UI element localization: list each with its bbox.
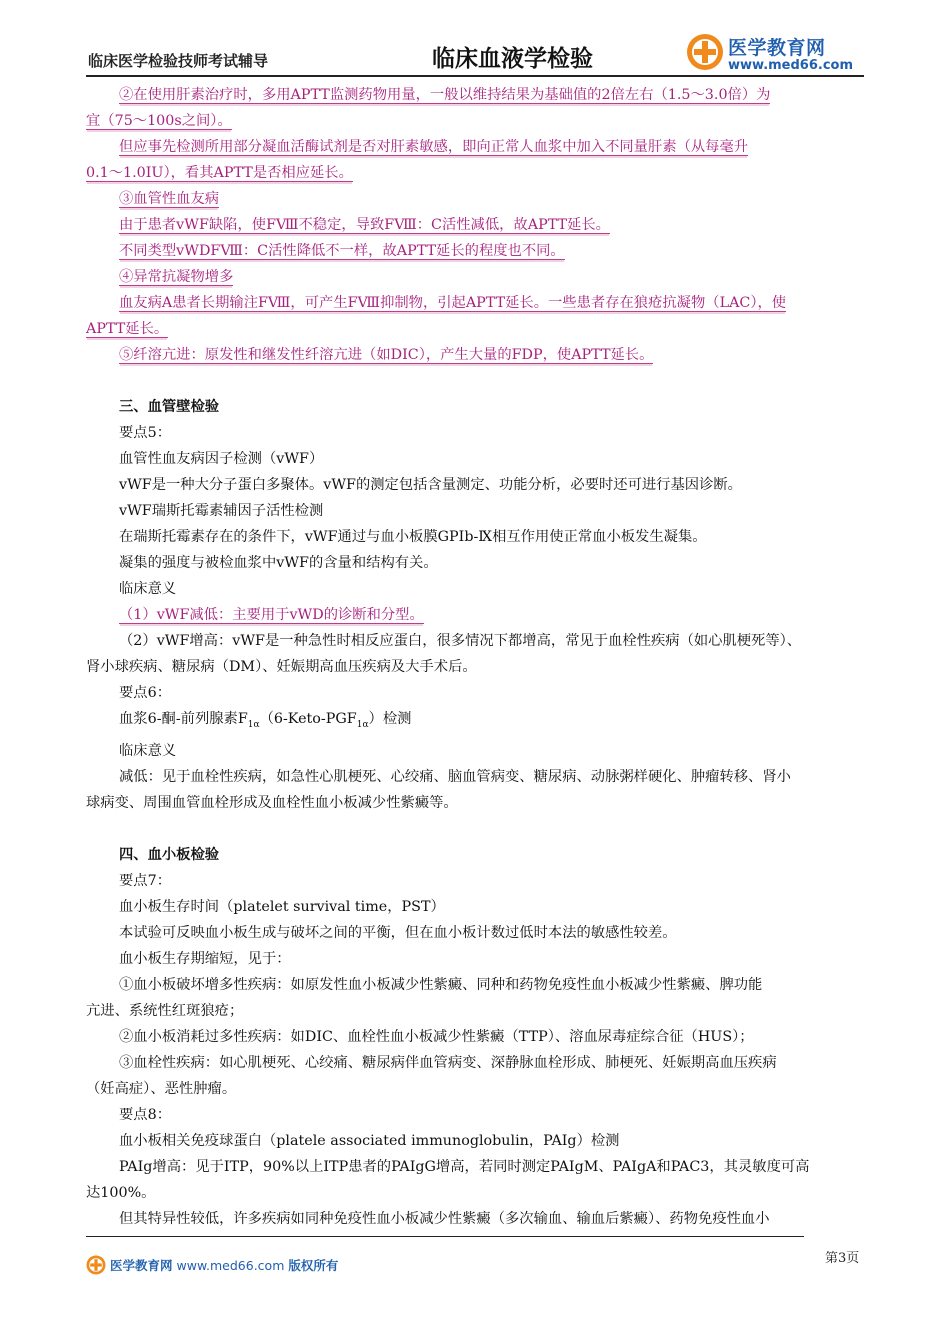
page-header [0,0,950,80]
paragraph-line: 宜（75～100s之间）。 [86,113,232,129]
header-divider [86,75,864,77]
paragraph-line: 肾小球疾病、糖尿病（DM）、妊娠期高血压疾病及大手术后。 [86,659,477,675]
paragraph-line: 但应事先检测所用部分凝血活酶试剂是否对肝素敏感，即向正常人血浆中加入不同量肝素（从每毫升 [119,139,749,155]
paragraph-line: 本试验可反映血小板生成与破坏之间的平衡，但在血小板计数过低时本法的敏感性较差。 [119,924,677,941]
header-course-title: 临床医学检验技师考试辅导 [88,52,269,70]
footer-url[interactable]: www.med66.com [176,1258,285,1273]
paragraph-line: 临床意义 [119,581,177,597]
paragraph-line: vWF瑞斯托霉素辅因子活性检测 [119,503,324,519]
paragraph-line: 球病变、周围血管血栓形成及血栓性血小板减少性紫癜等。 [86,794,458,811]
paragraph-line: ②在使用肝素治疗时，多用APTT监测药物用量，一般以维持结果为基础值的2倍左右（1.5～3.0倍）为 [119,87,771,103]
subheading-line: ③血管性血友病 [119,191,220,207]
key-point-label: 要点6： [119,685,171,701]
paragraph-line: 0.1～1.0IU），看其APTT是否相应延长。 [86,165,353,181]
med66-logo-icon [686,33,724,71]
footer-rights: 版权所有 [288,1258,339,1273]
paragraph-line: 临床意义 [119,742,177,759]
paragraph-line: （1）vWF减低：主要用于vWD的诊断和分型。 [119,607,424,623]
footer-divider [86,1236,804,1237]
paragraph-line: （妊高症）、恶性肿瘤。 [86,1080,237,1097]
header-chapter-title: 临床血液学检验 [432,46,593,72]
subheading-line: ④异常抗凝物增多 [119,269,234,285]
section-heading-vascular: 三、血管壁检验 [119,399,220,415]
paragraph-line: （2）vWF增高：vWF是一种急性时相反应蛋白，很多情况下都增高，常见于血栓性疾病（如心肌梗死等）、 [119,633,802,649]
paragraph-line: 亢进、系统性红斑狼疮； [86,1002,244,1019]
paragraph-line: 血小板生存时间（platelet survival time，PST） [119,898,445,915]
paragraph-line: ⑤纤溶亢进：原发性和继发性纤溶亢进（如DIC），产生大量的FDP，使APTT延长。 [119,347,654,363]
section-heading-platelet: 四、血小板检验 [119,846,220,863]
paragraph-line: 达100%。 [86,1184,156,1201]
footer-copyright [110,1256,338,1274]
document-body [86,82,866,1232]
paragraph-line: 但其特异性较低，许多疾病如同种免疫性血小板减少性紫癜（多次输血、输血后紫癜）、药物免疫性血小 [119,1210,770,1227]
paragraph-line: 在瑞斯托霉素存在的条件下，vWF通过与血小板膜GPⅠb-Ⅸ相互作用使正常血小板发生凝集。 [119,529,707,545]
paragraph-line: ③血栓性疾病：如心肌梗死、心绞痛、糖尿病伴血管病变、深静脉血栓形成、肺梗死、妊娠期高血压疾病 [119,1054,777,1071]
key-point-label: 要点5： [119,425,171,441]
paragraph-line: 血管性血友病因子检测（vWF） [119,451,324,467]
footer-site-name: 医学教育网 [110,1258,173,1273]
site-logo[interactable] [686,31,866,77]
paragraph-line: 凝集的强度与被检血浆中vWF的含量和结构有关。 [119,555,438,571]
paragraph-line: ②血小板消耗过多性疾病：如DIC、血栓性血小板减少性紫癜（TTP）、溶血尿毒症综合征（HUS）； [119,1028,754,1045]
logo-site-url: www.med66.com [728,58,854,73]
paragraph-line: PAIg增高：见于ITP，90%以上ITP患者的PAIgG增高，若同时测定PAIgM、PAIgA和PAC3，其灵敏度可高 [119,1158,810,1175]
med66-logo-icon [86,1255,106,1275]
paragraph-line: vWF是一种大分子蛋白多聚体。vWF的测定包括含量测定、功能分析，必要时还可进行基因诊断。 [119,477,742,493]
paragraph-line: APTT延长。 [86,321,169,337]
paragraph-line: 血友病A患者长期输注FⅧ，可产生FⅧ抑制物，引起APTT延长。一些患者存在狼疮抗凝物（LAC），使 [119,295,787,311]
page-number: 第3页 [825,1251,860,1266]
paragraph-line: 血浆6-酮-前列腺素$F_{1\alpha}(6-Keto-PGF_{1\alpha})$检测 [119,711,412,730]
paragraph-line: 血小板生存期缩短，见于： [119,950,291,967]
paragraph-line: ①血小板破坏增多性疾病：如原发性血小板减少性紫癜、同种和药物免疫性血小板减少性紫癜、脾功能 [119,976,763,993]
paragraph-line: 减低：见于血栓性疾病，如急性心肌梗死、心绞痛、脑血管病变、糖尿病、动脉粥样硬化、肿瘤转移、肾小 [119,768,791,785]
logo-site-name: 医学教育网 [728,37,826,59]
key-point-label: 要点8： [119,1106,171,1123]
paragraph-line: 由于患者vWF缺陷，使FⅧ不稳定，导致FⅧ：C活性减低，故APTT延长。 [119,217,610,233]
key-point-label: 要点7： [119,872,171,889]
paragraph-line: 不同类型vWDFⅧ：C活性降低不一样，故APTT延长的程度也不同。 [119,243,565,259]
paragraph-line: 血小板相关免疫球蛋白（platele associated immunoglobulin，PAIg）检测 [119,1132,620,1149]
